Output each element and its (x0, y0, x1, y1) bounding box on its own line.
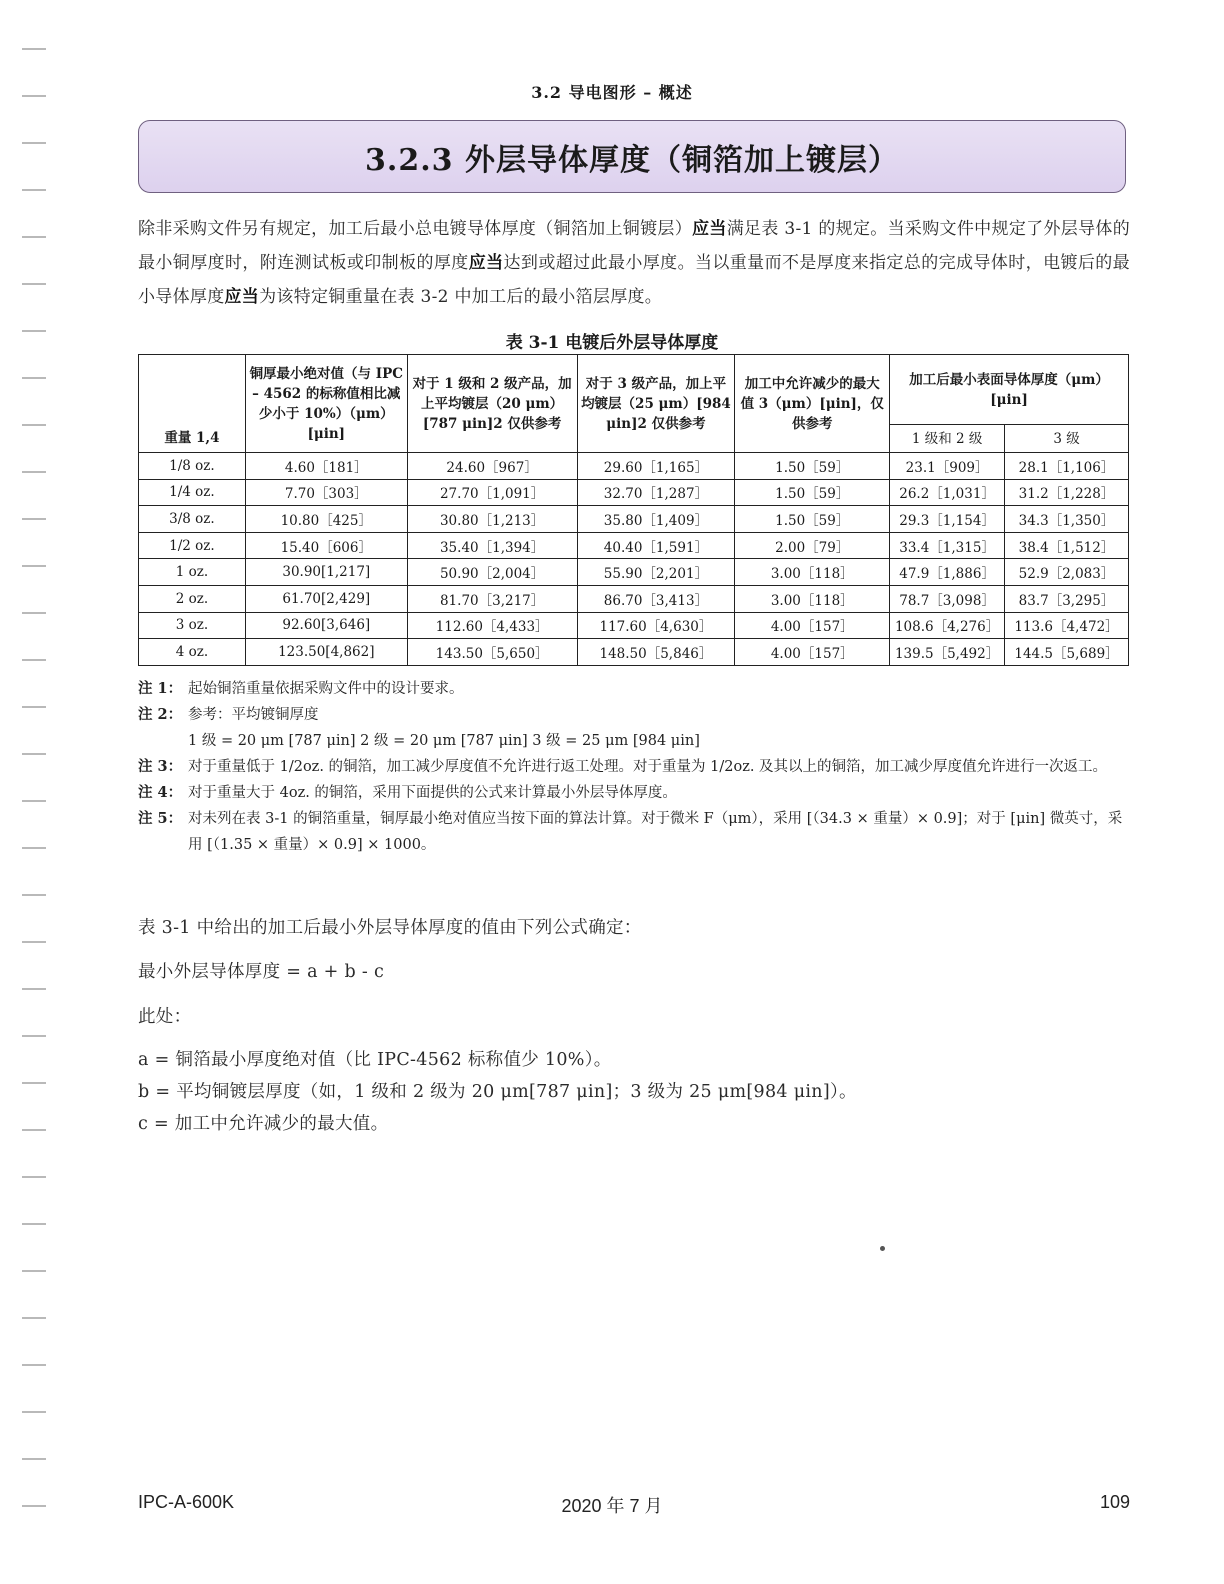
intro-emphasis: 应当 (224, 287, 260, 307)
value-cell: 29.60［1,165］ (577, 453, 735, 480)
value-cell: 4.00［157］ (735, 612, 890, 639)
value-cell: 148.50［5,846］ (577, 639, 735, 666)
notes (138, 676, 1130, 858)
section-header: 3.2 导电图形 – 概述 (531, 83, 693, 102)
value-cell: 2.00［79］ (735, 532, 890, 559)
note-text: 对于重量大于 4oz. 的铜箔，采用下面提供的公式来计算最小外层导体厚度。 (188, 785, 677, 801)
binding-mark (22, 48, 46, 50)
table-row (139, 506, 1129, 533)
value-cell: 40.40［1,591］ (577, 532, 735, 559)
value-cell: 34.3［1,350］ (1005, 506, 1129, 533)
binding-mark (22, 659, 46, 661)
binding-mark (22, 1458, 46, 1460)
weight-cell: 3 oz. (139, 612, 246, 639)
binding-mark (22, 988, 46, 990)
definition-c: c = 加工中允许减少的最大值。 (138, 1114, 389, 1134)
binding-mark (22, 142, 46, 144)
footer-date: 2020 年 7 月 (561, 1496, 663, 1516)
note-continuation: 1 级 = 20 μm [787 μin] 2 级 = 20 μm [787 μin] 3 级 = 25 μm [984 μin] (188, 733, 700, 749)
intro-text: 为该特定铜重量在表 3-2 中加工后的最小箔层厚度。 (259, 287, 663, 307)
weight-cell: 1/4 oz. (139, 479, 246, 506)
formula: 最小外层导体厚度 = a + b - c (138, 962, 385, 982)
definition-a: a = 铜箔最小厚度绝对值（比 IPC-4562 标称值少 10%）。 (138, 1050, 612, 1070)
definition-b: b = 平均铜镀层厚度（如，1 级和 2 级为 20 μm[787 μin]；3 级为 25 μm[984 μin]）。 (138, 1082, 857, 1102)
table-row (139, 453, 1129, 480)
value-cell: 139.5［5,492］ (890, 639, 1005, 666)
section-title: 3.2.3 外层导体厚度（铜箔加上镀层） (365, 142, 899, 178)
value-cell: 23.1［909］ (890, 453, 1005, 480)
binding-mark (22, 1223, 46, 1225)
value-cell: 1.50［59］ (735, 453, 890, 480)
header-class12-plated: 对于 1 级和 2 级产品，加上平均镀层（20 μm）[787 μin]2 仅供参考 (407, 355, 577, 453)
value-cell: 47.9［1,886］ (890, 559, 1005, 586)
note-text: 参考：平均镀铜厚度 (188, 707, 319, 723)
binding-mark (22, 377, 46, 379)
header-max-reduction: 加工中允许减少的最大值 3（μm）[μin]，仅供参考 (735, 355, 890, 453)
weight-cell: 4 oz. (139, 639, 246, 666)
binding-margin (0, 0, 60, 1584)
speck (880, 1246, 885, 1251)
intro-emphasis: 应当 (468, 253, 504, 273)
intro-emphasis: 应当 (692, 219, 727, 239)
binding-mark (22, 189, 46, 191)
value-cell: 30.80［1,213］ (407, 506, 577, 533)
header-class3-plated: 对于 3 级产品，加上平均镀层（25 μm）[984 μin]2 仅供参考 (577, 355, 735, 453)
value-cell: 112.60［4,433］ (407, 612, 577, 639)
note-label: 注 1： (138, 680, 183, 697)
value-cell: 108.6［4,276］ (890, 612, 1005, 639)
table-row (139, 585, 1129, 612)
binding-mark (22, 1317, 46, 1319)
header-class12: 1 级和 2 级 (890, 425, 1005, 453)
value-cell: 30.90[1,217] (245, 559, 407, 586)
value-cell: 15.40［606］ (245, 532, 407, 559)
binding-mark (22, 612, 46, 614)
intro-text: 达到或超过此最小厚度。当以重量而不是厚度来指定总的完成导体时，电镀后的最小导体厚度 (138, 253, 1130, 307)
value-cell: 3.00［118］ (735, 559, 890, 586)
binding-mark (22, 1270, 46, 1272)
header-weight: 重量 1,4 (139, 355, 246, 453)
binding-mark (22, 1035, 46, 1037)
binding-mark (22, 706, 46, 708)
table-row (139, 612, 1129, 639)
binding-mark (22, 565, 46, 567)
note-label: 注 3： (138, 758, 183, 775)
value-cell: 7.70［303］ (245, 479, 407, 506)
weight-cell: 1/2 oz. (139, 532, 246, 559)
note-2 (138, 702, 1130, 728)
value-cell: 27.70［1,091］ (407, 479, 577, 506)
binding-mark (22, 941, 46, 943)
value-cell: 33.4［1,315］ (890, 532, 1005, 559)
note-3 (138, 754, 1130, 780)
binding-mark (22, 800, 46, 802)
value-cell: 32.70［1,287］ (577, 479, 735, 506)
binding-mark (22, 847, 46, 849)
table-title: 表 3-1 电镀后外层导体厚度 (505, 333, 719, 353)
value-cell: 4.00［157］ (735, 639, 890, 666)
value-cell: 50.90［2,004］ (407, 559, 577, 586)
binding-mark (22, 1129, 46, 1131)
value-cell: 29.3［1,154］ (890, 506, 1005, 533)
binding-mark (22, 1082, 46, 1084)
header-min-surface: 加工后最小表面导体厚度（μm）[μin] (890, 355, 1129, 425)
value-cell: 83.7［3,295］ (1005, 585, 1129, 612)
value-cell: 3.00［118］ (735, 585, 890, 612)
note-5 (138, 806, 1130, 858)
footer-page-number: 109 (1099, 1492, 1130, 1512)
value-cell: 117.60［4,630］ (577, 612, 735, 639)
note-text: 起始铜箔重量依据采购文件中的设计要求。 (188, 681, 464, 697)
value-cell: 38.4［1,512］ (1005, 532, 1129, 559)
note-label: 注 2： (138, 706, 183, 723)
value-cell: 81.70［3,217］ (407, 585, 577, 612)
thickness-table (138, 354, 1129, 666)
value-cell: 31.2［1,228］ (1005, 479, 1129, 506)
formula-intro: 表 3-1 中给出的加工后最小外层导体厚度的值由下列公式确定： (138, 918, 642, 938)
weight-cell: 1/8 oz. (139, 453, 246, 480)
value-cell: 10.80［425］ (245, 506, 407, 533)
binding-mark (22, 424, 46, 426)
table-row (139, 559, 1129, 586)
value-cell: 123.50[4,862] (245, 639, 407, 666)
value-cell: 143.50［5,650］ (407, 639, 577, 666)
value-cell: 35.40［1,394］ (407, 532, 577, 559)
footer-doc-id: IPC-A-600K (138, 1492, 235, 1512)
value-cell: 1.50［59］ (735, 506, 890, 533)
value-cell: 24.60［967］ (407, 453, 577, 480)
note-label: 注 5： (138, 810, 183, 827)
table-row (139, 532, 1129, 559)
table-row (139, 479, 1129, 506)
binding-mark (22, 894, 46, 896)
value-cell: 52.9［2,083］ (1005, 559, 1129, 586)
header-class3: 3 级 (1005, 425, 1129, 453)
binding-mark (22, 471, 46, 473)
value-cell: 4.60［181］ (245, 453, 407, 480)
weight-cell: 1 oz. (139, 559, 246, 586)
value-cell: 55.90［2,201］ (577, 559, 735, 586)
where-label: 此处： (138, 1007, 192, 1027)
value-cell: 78.7［3,098］ (890, 585, 1005, 612)
intro-paragraph (138, 212, 1130, 314)
intro-text: 除非采购文件另有规定，加工后最小总电镀导体厚度（铜箔加上铜镀层） (138, 219, 693, 239)
note-1 (138, 676, 1130, 702)
intro-text: 满足表 3-1 的规定。当采购文件中规定了外层导体的最小铜厚度时，附连测试板或印制板的厚度 (138, 219, 1130, 273)
value-cell: 61.70[2,429] (245, 585, 407, 612)
value-cell: 113.6［4,472］ (1005, 612, 1129, 639)
section-title-box (138, 120, 1126, 193)
value-cell: 26.2［1,031］ (890, 479, 1005, 506)
binding-mark (22, 1176, 46, 1178)
binding-mark (22, 283, 46, 285)
note-text: 对未列在表 3-1 的铜箔重量，铜厚最小绝对值应当按下面的算法计算。对于微米 F（μm），采用 [（34.3 × 重量）× 0.9]；对于 [μin] 微英寸，采用 [（1.35 × 重量）× 0.9] × 1000。 (188, 811, 1123, 853)
note-text: 对于重量低于 1/2oz. 的铜箔，加工减少厚度值不允许进行返工处理。对于重量为 1/2oz. 及其以上的铜箔，加工减少厚度值允许进行一次返工。 (188, 759, 1108, 775)
value-cell: 92.60[3,646] (245, 612, 407, 639)
weight-cell: 2 oz. (139, 585, 246, 612)
binding-mark (22, 518, 46, 520)
binding-mark (22, 1364, 46, 1366)
weight-cell: 3/8 oz. (139, 506, 246, 533)
value-cell: 35.80［1,409］ (577, 506, 735, 533)
table-row (139, 639, 1129, 666)
value-cell: 86.70［3,413］ (577, 585, 735, 612)
binding-mark (22, 236, 46, 238)
binding-mark (22, 1411, 46, 1413)
value-cell: 144.5［5,689］ (1005, 639, 1129, 666)
note-label: 注 4： (138, 784, 183, 801)
header-min-copper: 铜厚最小绝对值（与 IPC – 4562 的标称值相比减少小于 10%）（μm）[μin] (245, 355, 407, 453)
binding-mark (22, 753, 46, 755)
value-cell: 28.1［1,106］ (1005, 453, 1129, 480)
note-4 (138, 780, 1130, 806)
value-cell: 1.50［59］ (735, 479, 890, 506)
